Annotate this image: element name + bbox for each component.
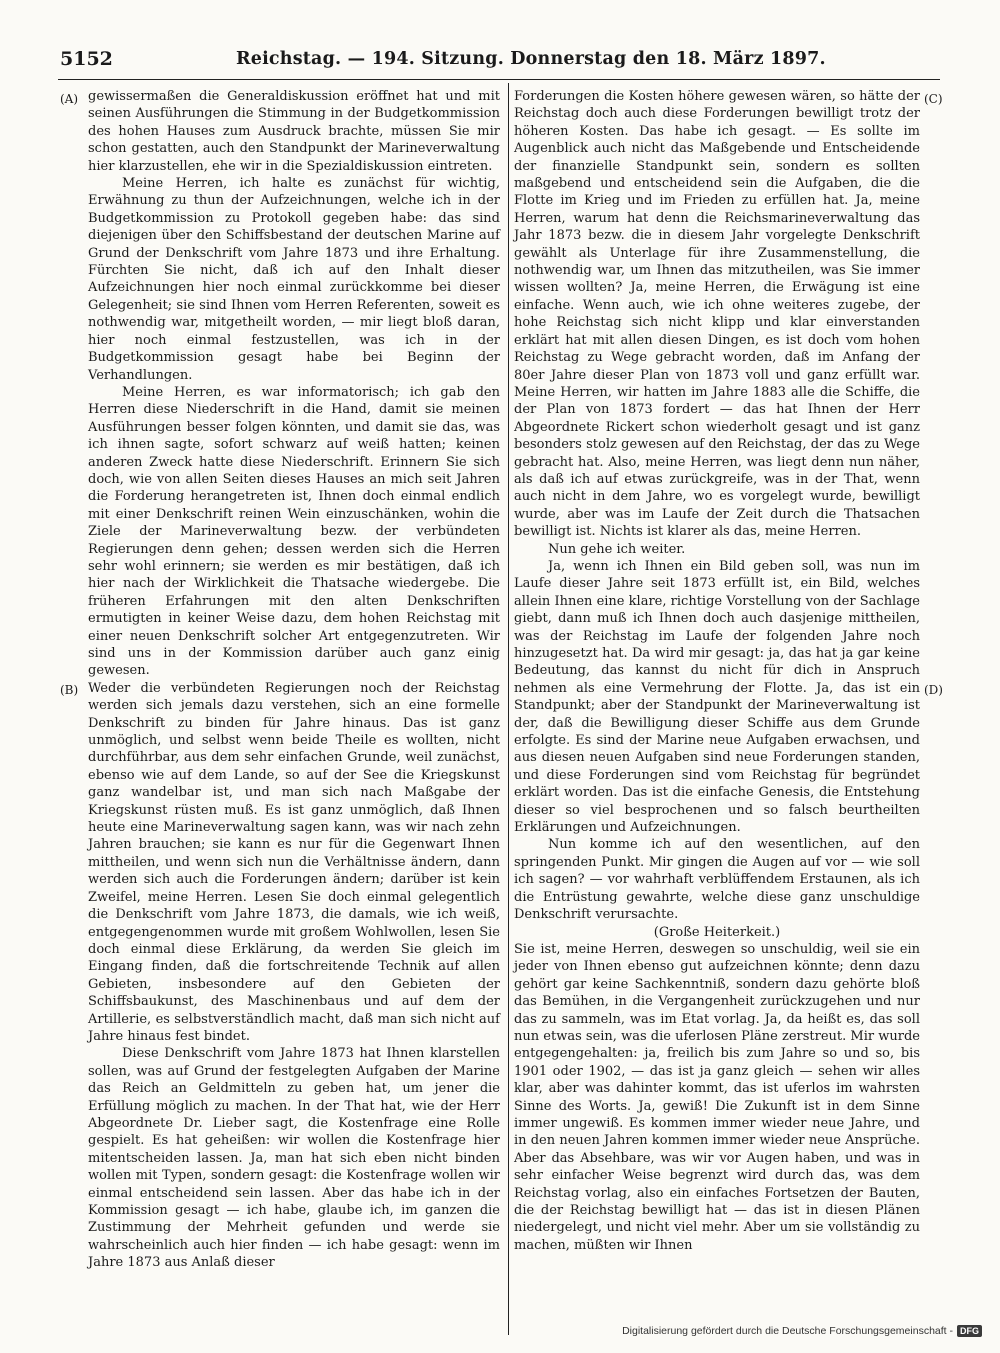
dfg-logo-icon: DFG — [957, 1325, 982, 1337]
margin-mark-a: (A) — [60, 92, 79, 106]
paragraph: Nun gehe ich weiter. — [548, 541, 686, 557]
paragraph: Meine Herren, es war informatorisch; ich gab den Herren diese Niederschrift in die Hand, damit sie meinen Ausführungen besser folgen könnten, und damit sie das, was ich ihnen sagte, sofort schwarz auf weiß hatten; keinen anderen Zweck hatte diese Niederschrift. Erinnern Sie sich doch, wie von allen Seiten dieses Hauses an mich seit Jahren die Forderung herangetreten ist, Ihnen doch einmal endlich mit einer Denkschrift reinen Wein einzuschänken, wohin die Ziele der Marineverwaltung bezw. der verbündeten Regierungen denn gehen; dessen werden sich die Herren sehr wohl erinnern; sie werden es mir bestätigen, daß ich hier nach der Wirklichkeit die Thatsache wiedergebe. Die früheren Erfahrungen mit den alten Denkschriften ermutigten in keiner Weise dazu, dem hohen Reichstag mit einer neuen Denkschrift solcher Art entgegenzutreten. Wir sind uns in der Kommission darüber auch ganz einig gewesen. — [88, 384, 500, 679]
paragraph: Nun komme ich auf den wesentlichen, auf den springenden Punkt. Mir gingen die Augen auf vor — wie soll ich sagen? — vor wahrhaft verblüffendem Erstaunen, als ich die Entrüstung gewahrte, welche diese ganz unschuldige Denkschrift verursachte. — [514, 837, 920, 923]
running-head: Reichstag. — 194. Sitzung. Donnerstag den 18. März 1897. — [236, 49, 826, 69]
paragraph: Sie ist, meine Herren, deswegen so unschuldig, weil sie ein jeder von Ihnen ebenso gut aufzeichnen könnte; denn dazu gehört gar keine Sachkenntniß, sondern dazu gehörte bloß das Bemühen, in die Vergangenheit zurückzugehen und nur das zu sammeln, was im Etat vorlag. Ja, da heißt es, das soll nun etwas sein, was die uferlosen Pläne zerstreut. Mir wurde entgegengehalten: ja, freilich bis zum Jahre so und so, bis 1901 oder 1902, — das ist ja ganz gleich — sehen wir alles klar, aber was dahinter kommt, das ist uferlos im wahrsten Sinne des Worts. Ja, gewiß! Die Zukunft ist in dem Sinne immer ungewiß. Es kommen immer wieder neue Jahre, und in den neuen Jahren kommen immer wieder neue Ansprüche. Aber das Absehbare, was wir vor Augen haben, und was in sehr einfacher Weise begrenzt wird durch das, was dem Reichstag vorlag, also ein einfaches Fortsetzen der Bauten, die der Reichstag bewilligt hat — das ist in diesen Plänen niedergelegt, und nicht viel mehr. Aber um sie vollständig zu machen, müßten wir Ihnen — [514, 941, 920, 1253]
paragraph: Ja, wenn ich Ihnen ein Bild geben soll, was nun im Laufe dieser Jahre seit 1873 erfüllt ist, ein Bild, welches allein Ihnen eine klare, richtige Vorstellung von der Sachlage giebt, dann muß ich Ihnen doch auch dasjenige mittheilen, was der Reichstag im Laufe der folgenden Jahre noch hinzugesetzt hat. Da wird mir gesagt: ja, das hat ja gar keine Bedeutung, das kannst du nicht für dich in Anspruch nehmen als eine Vermehrung der Flotte. Ja, das ist ein Standpunkt; aber der Standpunkt der Marineverwaltung ist der, daß die Bewilligung dieser Schiffe aus dem Grunde erfolgte. Es sind der Marine neue Aufgaben erwachsen, und aus diesen neuen Aufgaben sind neue Forderungen standen, und diese Forderungen sind vom Reichstag für begründet erklärt worden. Das ist die einfache Genesis, die Entstehung dieser so viel besprochenen und so falsch beurtheilten Erklärungen und Aufzeichnungen. — [514, 558, 920, 836]
margin-mark-c: (C) — [924, 92, 943, 106]
header-rule — [58, 79, 940, 80]
paragraph: Forderungen die Kosten höhere gewesen wären, so hätte der Reichstag doch auch diese Forderungen bewilligt trotz der höheren Kosten. Das habe ich gesagt. — Es sollte im Augenblick auch nicht das Maßgebende und Entscheidende der finanzielle Standpunkt sein, sondern es sollten maßgebend und entscheidend sein die Aufgaben, die die Flotte im Krieg und im Frieden zu erfüllen hat. Ja, meine Herren, warum hat denn die Reichsmarineverwaltung das Jahr 1873 bezw. die in diesem Jahr vorgelegte Denkschrift gewählt als Unterlage für ihre Zusammenstellung, die nothwendig war, um Ihnen das mitzutheilen, was Sie immer wissen wollten? Ja, meine Herren, die Erwägung ist eine einfache. Wenn auch, wie ich ohne weiteres zugebe, der hohe Reichstag sich nicht klipp und klar einverstanden erklärt hat mit allen diesen Dingen, es ist doch vom hohen Reichstag zu Wege gebracht worden, daß im Anfang der 80er Jahre dieser Plan von 1873 voll und ganz erfüllt war. Meine Herren, wir hatten im Jahre 1883 alle die Schiffe, die der Plan von 1873 fordert — das hat Ihnen der Herr Abgeordnete Rickert schon wiederholt gesagt und ist ganz besonders stolz gewesen auf den Reichstag, der das zu Wege gebracht hat. Also, meine Herren, was liegt denn nun näher, als daß ich auf etwas zurückgreife, was in der That, wenn auch nicht in dem Jahre, wo es vorgelegt wurde, bewilligt wurde, aber was im Laufe der Zeit durch die Thatsachen bewilligt ist. Nichts ist klarer als das, meine Herren. — [514, 89, 920, 540]
page-number: 5152 — [60, 48, 113, 70]
footer-text: Digitalisierung gefördert durch die Deutsche Forschungsgemeinschaft - — [622, 1325, 953, 1337]
left-column — [88, 88, 500, 1272]
column-divider — [508, 83, 509, 1335]
paragraph: Weder die verbündeten Regierungen noch der Reichstag werden sich jemals dazu verstehen, sich an eine formelle Denkschrift zu binden für Jahre hinaus. Das ist ganz unmöglich, und selbst wenn beide Theile es wollten, nicht durchführbar, aus dem sehr einfachen Grunde, weil zunächst, ebenso wie auf dem Lande, so auf der See die Kriegskunst ganz wandelbar ist, und man sich nach Maßgabe der Kriegskunst rüsten muß. Es ist ganz unmöglich, daß Ihnen heute eine Marineverwaltung sagen kann, was wir nach zehn Jahren brauchen; sie kann es nur für die Gegenwart Ihnen mittheilen, und wenn sich nun die Verhältnisse ändern, dann werden sich auch die Forderungen ändern; darüber ist kein Zweifel, meine Herren. Lesen Sie doch einmal gelegentlich die Denkschrift vom Jahre 1873, die damals, wie ich weiß, entgegengenommen wurde mit großem Wohlwollen, lesen Sie doch einmal diese Erklärung, da werden Sie gleich im Eingang finden, daß die fortschreitende Technik auf allen Gebieten, insbesondere auf den Gebieten der Schiffsbaukunst, des Maschinenbaus und auf dem der Artillerie, es selbstverständlich macht, daß man sich nicht auf Jahre hinaus fest bindet. — [88, 680, 500, 1044]
margin-mark-b: (B) — [60, 683, 79, 697]
footer-credit — [622, 1325, 982, 1337]
margin-mark-d: (D) — [924, 683, 943, 697]
right-column — [514, 88, 920, 1254]
paragraph: Meine Herren, ich halte es zunächst für wichtig, Erwähnung zu thun der Aufzeichnungen, welche ich in der Budgetkommission zu Protokoll gegeben habe: das sind diejenigen über den Schiffsbestand der deutschen Marine auf Grund der Denkschrift vom Jahre 1873 und ihre Erhaltung. Fürchten Sie nicht, daß ich auf den Inhalt dieser Aufzeichnungen hier noch einmal zurückkomme bei dieser Gelegenheit; sie sind Ihnen vom Herren Referenten, soweit es nothwendig war, mitgetheilt worden, — mir liegt bloß daran, hier noch einmal festzustellen, was ich in der Budgetkommission gesagt habe bei Beginn der Verhandlungen. — [88, 176, 500, 383]
page-header — [60, 48, 940, 74]
interjection: (Große Heiterkeit.) — [653, 924, 781, 940]
paragraph: Diese Denkschrift vom Jahre 1873 hat Ihnen klarstellen sollen, was auf Grund der festgelegten Aufgaben der Marine das Reich an Geldmitteln zu geben hat, um jener die Erfüllung möglich zu machen. In der That hat, wie der Herr Abgeordnete Dr. Lieber sagt, die Kostenfrage eine Rolle gespielt. Es hat geheißen: wir wollen die Kostenfrage hier mitentscheiden lassen. Ja, man hat sich eben nicht binden wollen mit Typen, sondern gesagt: die Kostenfrage wollen wir einmal entscheidend sein lassen. Aber das habe ich in der Kommission gesagt — ich habe, glaube ich, im ganzen die Zustimmung der Mehrheit gefunden und werde sie wahrscheinlich auch hier finden — ich habe gesagt: wenn im Jahre 1873 aus Anlaß dieser — [88, 1046, 500, 1271]
paragraph: gewissermaßen die Generaldiskussion eröffnet hat und mit seinen Ausführungen die Stimmung in der Budgetkommission des hohen Hauses zum Ausdruck brachte, müssen Sie mir schon gestatten, auch den Standpunkt der Marineverwaltung hier klarzustellen, ehe wir in die Spezialdiskussion eintreten. — [88, 89, 500, 174]
